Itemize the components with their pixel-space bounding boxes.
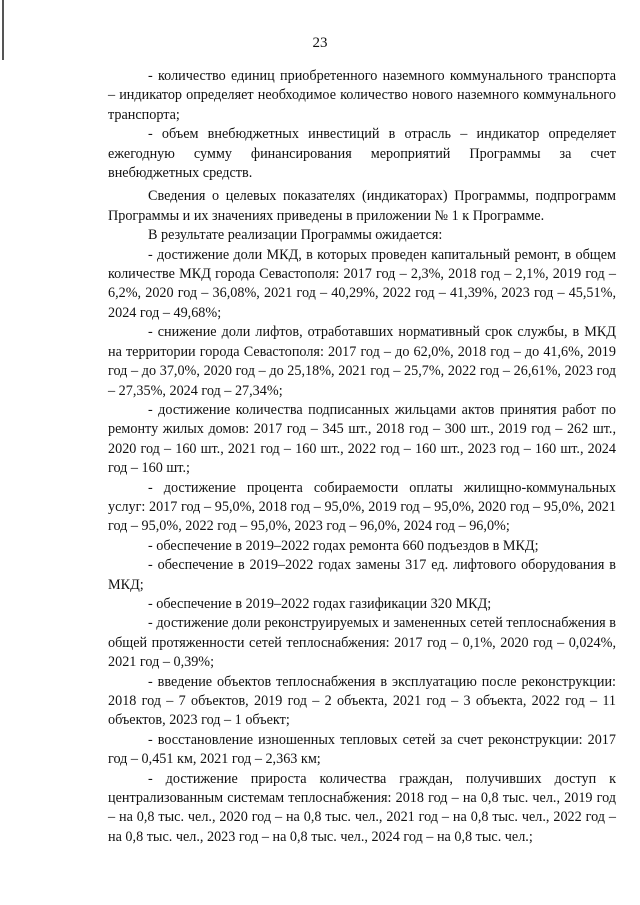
paragraph-heating-networks-restoration: - восстановление изношенных тепловых сетей за счет реконструкции: 2017 год – 0,451 км, 2021 год – 2,363 км; xyxy=(108,731,616,768)
paragraph-entrance-repair: - обеспечение в 2019–2022 годах ремонта 660 подъездов в МКД; xyxy=(148,537,539,554)
paragraph-capital-repair-share: - достижение доли МКД, в которых проведен капитальный ремонт, в общем количестве МКД города Севастополя: 2017 год – 2,3%, 2018 год – 2,1%, 2019 год – 6,2%, 2020 год – 36,08%, 2021 год – 40,29%, 2022 год – 41,39%, 2023 год – 45,51%, 2024 год – 49,68%; xyxy=(108,246,616,321)
page-number: 23 xyxy=(312,35,328,51)
paragraph-transport-indicator: - количество единиц приобретенного наземного коммунального транспорта – индикатор определяет необходимое количество нового наземного коммунального транспорта; xyxy=(108,68,616,123)
document-body xyxy=(108,67,616,847)
paragraph-expected-results-heading: В результате реализации Программы ожидается: xyxy=(148,227,443,244)
paragraph-citizens-access: - достижение прироста количества граждан, получивших доступ к централизованным системам теплоснабжения: 2018 год – на 0,8 тыс. чел., 2019 год – на 0,8 тыс. чел., 2020 год – на 0,8 тыс. чел., 2021 год – на 0,8 тыс. чел., 2022 год – на 0,8 тыс. чел., 2023 год – на 0,8 тыс. чел., 2024 год – на 0,8 тыс. чел.; xyxy=(108,770,616,845)
paragraph-heating-objects: - введение объектов теплоснабжения в эксплуатацию после реконструкции: 2018 год – 7 объектов, 2019 год – 2 объекта, 2021 год – 3 объекта, 2022 год – 11 объектов, 2023 год – 1 объект; xyxy=(108,673,616,729)
paragraph-investment-indicator: - объем внебюджетных инвестиций в отрасль – индикатор определяет ежегодную сумму финансирования мероприятий Программы за счет внебюджетных средств. xyxy=(108,126,616,182)
paragraph-elevator-replacement: - обеспечение в 2019–2022 годах замены 317 ед. лифтового оборудования в МКД; xyxy=(108,557,616,593)
paragraph-elevator-share: - снижение доли лифтов, отработавших нормативный срок службы, в МКД на территории города Севастополя: 2017 год – до 62,0%, 2018 год – до 41,6%, 2019 год – до 37,0%, 2020 год – до 25,18%, 2021 год – 25,7%, 2022 год – 26,61%, 2023 год – 27,35%, 2024 год – 27,34%; xyxy=(108,324,616,399)
paragraph-acceptance-acts: - достижение количества подписанных жильцами актов принятия работ по ремонту жилых домов: 2017 год – 345 шт., 2018 год – 300 шт., 2019 год – 262 шт., 2020 год – 160 шт., 2021 год – 160 шт., 2022 год – 160 шт., 2023 год – 160 шт., 2024 год – 160 шт.; xyxy=(108,401,616,477)
paragraph-indicators-reference: Сведения о целевых показателях (индикаторах) Программы, подпрограмм Программы и их значениях приведены в приложении № 1 к Программе. xyxy=(108,188,616,224)
paragraph-heating-network-share: - достижение доли реконструируемых и замененных сетей теплоснабжения в общей протяженности сетей теплоснабжения: 2017 год – 0,1%, 2020 год – 0,024%, 2021 год – 0,39%; xyxy=(108,615,616,671)
paragraph-gasification: - обеспечение в 2019–2022 годах газификации 320 МКД; xyxy=(148,595,492,612)
paragraph-payment-collection: - достижение процента собираемости оплаты жилищно-коммунальных услуг: 2017 год – 95,0%, 2018 год – 95,0%, 2019 год – 95,0%, 2020 год – 95,0%, 2021 год – 95,0%, 2022 год – 95,0%, 2023 год – 96,0%, 2024 год – 96,0%; xyxy=(108,479,616,535)
